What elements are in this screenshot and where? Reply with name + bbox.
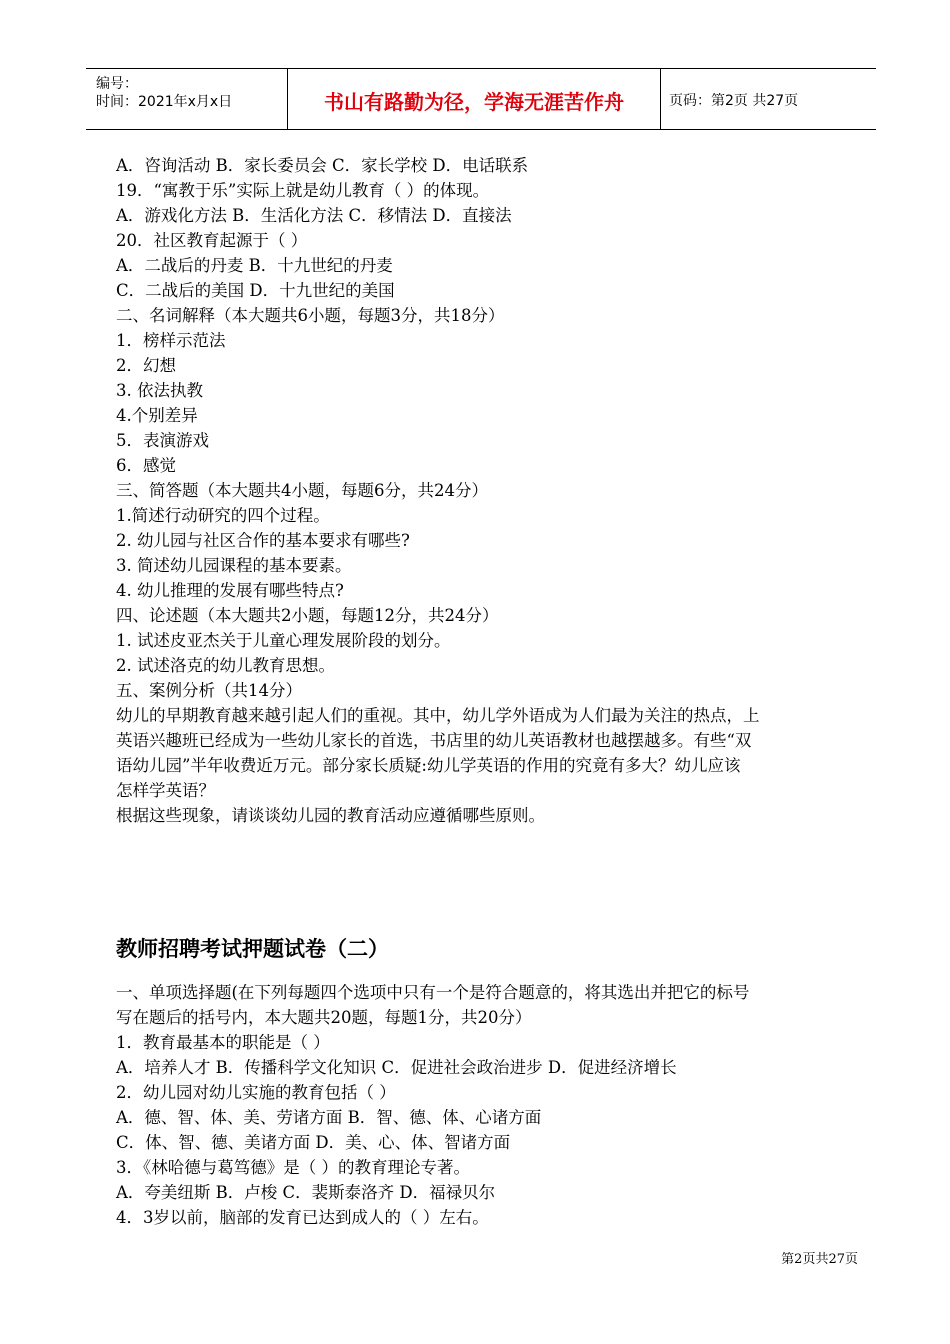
text-line: C．体、智、德、美诸方面 D．美、心、体、智诸方面 — [116, 1133, 511, 1152]
text-line: 二、名词解释（本大题共6小题，每题3分，共18分） — [116, 306, 505, 325]
text-line: A．咨询活动 B．家长委员会 C．家长学校 D．电话联系 — [116, 156, 529, 175]
text-line: 三、简答题（本大题共4小题，每题6分，共24分） — [116, 481, 488, 500]
time-label: 时间：2021年x月x日 — [96, 94, 233, 110]
document-body — [116, 153, 856, 1230]
text-line: 4．3岁以前，脑部的发育已达到成人的（ ）左右。 — [116, 1208, 489, 1227]
text-line: 3. 简述幼儿园课程的基本要素。 — [116, 556, 352, 575]
text-line: 根据这些现象，请谈谈幼儿园的教育活动应遵循哪些原则。 — [116, 806, 545, 825]
number-label: 编号： — [96, 76, 138, 92]
text-line: 语幼儿园”半年收费近万元。部分家长质疑:幼儿学英语的作用的究竟有多大？幼儿应该 — [116, 756, 741, 775]
exam-part-1 — [116, 153, 856, 828]
text-line: 写在题后的括号内，本大题共20题，每题1分，共20分） — [116, 1008, 532, 1027]
text-line: 五、案例分析（共14分） — [116, 681, 302, 700]
section-spacer — [116, 828, 856, 928]
text-line: 4.个别差异 — [116, 406, 198, 425]
text-line: A．培养人才 B．传播科学文化知识 C．促进社会政治进步 D．促进经济增长 — [116, 1058, 677, 1077]
text-line: A．游戏化方法 B．生活化方法 C．移情法 D．直接法 — [116, 206, 512, 225]
text-line: A．夸美纽斯 B．卢梭 C．裴斯泰洛齐 D．福禄贝尔 — [116, 1183, 496, 1202]
page-header — [86, 68, 876, 130]
text-line: 2．幼儿园对幼儿实施的教育包括（ ） — [116, 1083, 396, 1102]
text-line: 2．幻想 — [116, 356, 176, 375]
text-line: 四、论述题（本大题共2小题，每题12分，共24分） — [116, 606, 499, 625]
text-line: 3. 依法执教 — [116, 381, 203, 400]
section-title: 教师招聘考试押题试卷（二） — [116, 937, 389, 961]
page-info: 页码：第2页 共27页 — [669, 93, 799, 109]
text-line: 1．榜样示范法 — [116, 331, 226, 350]
text-line: 2. 试述洛克的幼儿教育思想。 — [116, 656, 335, 675]
text-line: 3．《林哈德与葛笃德》是（ ）的教育理论专著。 — [116, 1158, 470, 1177]
text-line: A．二战后的丹麦 B．十九世纪的丹麦 — [116, 256, 393, 275]
text-line: 6．感觉 — [116, 456, 176, 475]
text-line: 1. 试述皮亚杰关于儿童心理发展阶段的划分。 — [116, 631, 451, 650]
text-line: 20．社区教育起源于（ ） — [116, 231, 308, 250]
text-line: 怎样学英语？ — [116, 781, 215, 800]
text-line: 英语兴趣班已经成为一些幼儿家长的首选，书店里的幼儿英语教材也越摆越多。有些“双 — [116, 731, 752, 750]
text-line: 幼儿的早期教育越来越引起人们的重视。其中，幼儿学外语成为人们最为关注的热点，上 — [116, 706, 760, 725]
header-meta-cell — [86, 69, 288, 129]
text-line: 1.简述行动研究的四个过程。 — [116, 506, 330, 525]
text-line: 4. 幼儿推理的发展有哪些特点? — [116, 581, 344, 600]
motto-text: 书山有路勤为径，学海无涯苦作舟 — [324, 90, 624, 114]
exam-part-2 — [116, 980, 856, 1230]
text-line: 1．教育最基本的职能是（ ） — [116, 1033, 330, 1052]
header-page-cell — [661, 69, 876, 129]
text-line: 19．“寓教于乐”实际上就是幼儿教育（ ）的体现。 — [116, 181, 490, 200]
text-line: 5．表演游戏 — [116, 431, 209, 450]
text-line: 2. 幼儿园与社区合作的基本要求有哪些? — [116, 531, 410, 550]
page-footer: 第2页共27页 — [781, 1252, 858, 1267]
text-line: A．德、智、体、美、劳诸方面 B．智、德、体、心诸方面 — [116, 1108, 542, 1127]
text-line: C．二战后的美国 D．十九世纪的美国 — [116, 281, 395, 300]
header-motto-cell — [288, 69, 661, 129]
text-line: 一、单项选择题(在下列每题四个选项中只有一个是符合题意的，将其选出并把它的标号 — [116, 983, 750, 1002]
